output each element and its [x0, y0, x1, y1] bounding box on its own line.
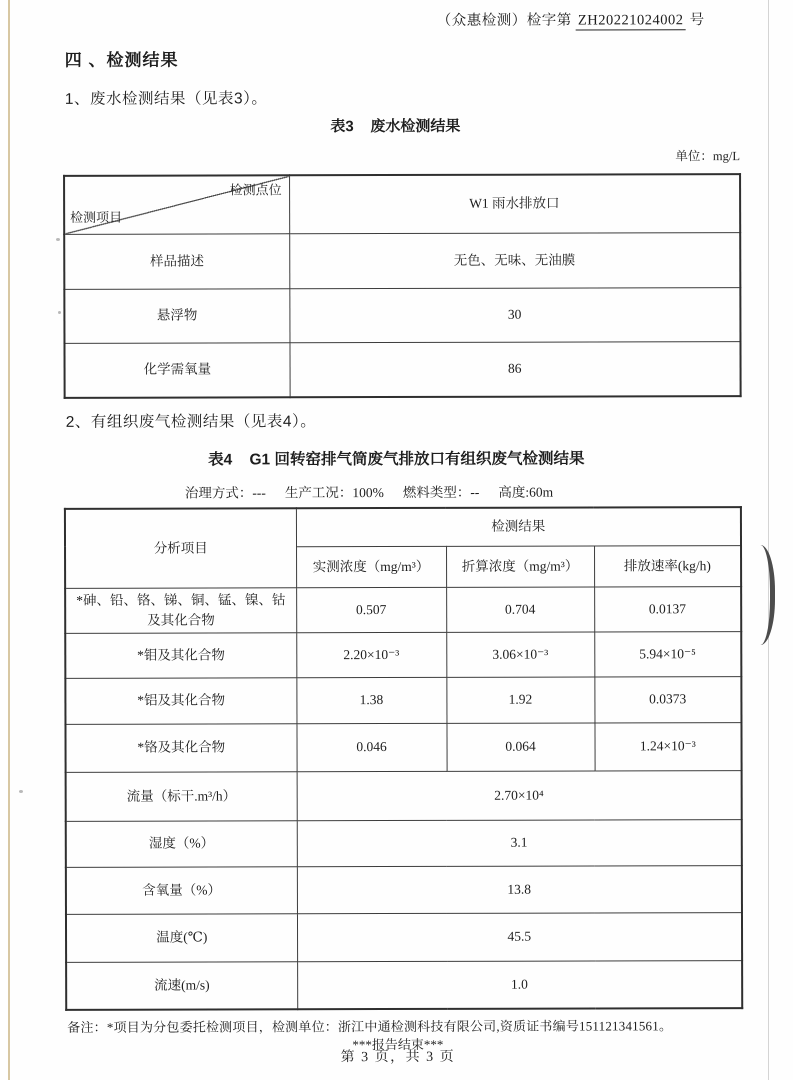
- table3-row-value: 30: [289, 287, 740, 342]
- table4-title: 表4 G1 回转窑排气筒废气排放口有组织废气检测结果: [208, 450, 585, 469]
- meta-treatment: 治理方式：---: [184, 485, 266, 501]
- report-number: ZH20221024002: [576, 12, 686, 30]
- table4-row-rate: 5.94×10⁻⁵: [594, 631, 741, 676]
- report-number-line: [0, 8, 705, 31]
- table4-row-rate: 1.24×10⁻³: [594, 722, 741, 770]
- table4-row-measured: 0.046: [296, 723, 446, 771]
- table4-span-row-value: 45.5: [297, 912, 742, 961]
- table3-row-item: 悬浮物: [64, 288, 289, 343]
- table4-span-row-value: 2.70×10⁴: [297, 770, 742, 820]
- subsection-1-title: 1、废水检测结果（见表3）。: [64, 90, 268, 108]
- table3-row-value: 86: [289, 341, 740, 397]
- table4-waste-gas-results: [64, 506, 743, 1011]
- table3-column-header-point: W1 雨水排放口: [289, 174, 740, 233]
- table4-span-row-value: 3.1: [297, 819, 742, 866]
- table4-span-row-value: 1.0: [297, 960, 742, 1009]
- table3-diagonal-header-cell: [64, 175, 289, 234]
- table3-corner-label-point: 检测点位: [229, 182, 282, 198]
- meta-condition: 生产工况：100%: [284, 485, 384, 501]
- table4-meta-line: [185, 481, 553, 502]
- section-title: 四 、检测结果: [64, 50, 179, 70]
- page-number: 第 3 页，共 3 页: [340, 1049, 456, 1066]
- table4-span-row-item: 含氧量（%）: [66, 866, 297, 914]
- table4-span-row-item: 流量（标干.m³/h）: [66, 771, 297, 821]
- table4-header-result-group: 检测结果: [296, 507, 741, 546]
- table3-title: 表3 废水检测结果: [330, 117, 461, 136]
- table4-row-item: *钼及其化合物: [65, 632, 296, 678]
- table3-unit-label: 单位：mg/L: [675, 149, 741, 164]
- table4-row-measured: 1.38: [296, 677, 446, 723]
- table3-row-value: 无色、无味、无油膜: [289, 232, 740, 288]
- table4-span-row-item: 湿度（%）: [66, 820, 297, 867]
- table4-header-item: 分析项目: [65, 508, 296, 588]
- table3-row-item: 样品描述: [64, 233, 289, 289]
- table4-row-item: *砷、铅、铬、锑、铜、锰、镍、钴及其化合物: [65, 587, 296, 633]
- report-end-mark: ***报告结束***: [352, 1036, 444, 1053]
- table4-row-converted: 0.064: [446, 722, 594, 770]
- report-number-prefix: （众惠检测）检字第: [436, 12, 572, 29]
- table4-row-converted: 3.06×10⁻³: [446, 631, 594, 676]
- report-number-suffix: 号: [689, 12, 705, 29]
- table4-row-item: *铬及其化合物: [65, 723, 296, 772]
- table4-row-measured: 0.507: [296, 587, 446, 632]
- table4-span-row-value: 13.8: [297, 865, 742, 913]
- subsection-2-title: 2、有组织废气检测结果（见表4）。: [65, 413, 317, 431]
- table3-corner-label-item: 检测项目: [70, 209, 123, 225]
- footnote: 备注：*项目为分包委托检测项目，检测单位：浙江中通检测科技有限公司,资质证书编号151121341561。: [67, 1018, 673, 1035]
- table4-row-rate: 0.0373: [594, 676, 741, 722]
- meta-fuel: 燃料类型：--: [402, 484, 480, 500]
- table4-row-measured: 2.20×10⁻³: [296, 632, 446, 677]
- meta-height: 高度:60m: [498, 484, 554, 500]
- table4-span-row-item: 温度(℃): [66, 913, 297, 962]
- table4-header-measured: 实测浓度（mg/m³）: [296, 546, 446, 587]
- table4-span-row-item: 流速(m/s): [66, 961, 297, 1010]
- table4-row-converted: 0.704: [446, 586, 594, 631]
- table3-wastewater-results: [63, 173, 742, 399]
- table4-header-converted: 折算浓度（mg/m³）: [446, 545, 594, 586]
- table4-row-item: *铝及其化合物: [65, 677, 296, 724]
- table3-row-item: 化学需氧量: [64, 342, 289, 398]
- table4-header-rate: 排放速率(kg/h): [594, 545, 741, 586]
- table4-row-rate: 0.0137: [594, 586, 741, 631]
- table4-row-converted: 1.92: [446, 676, 594, 722]
